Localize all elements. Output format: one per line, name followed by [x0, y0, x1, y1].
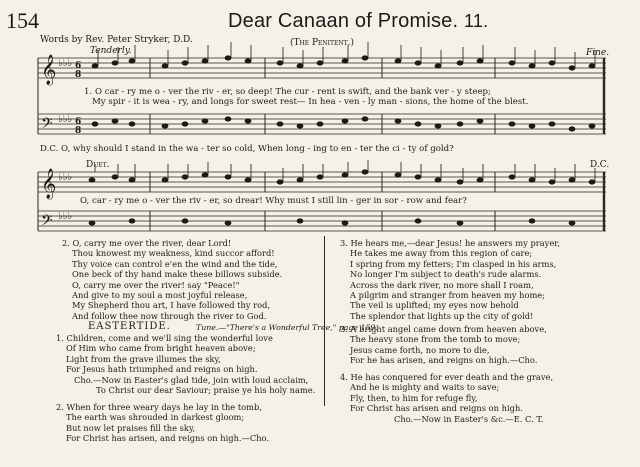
svg-text:♭♭♭: ♭♭♭ — [58, 114, 73, 125]
verse-marker: 1. — [84, 87, 93, 97]
verse-line: And he is mighty and waits to save; — [350, 382, 500, 393]
verse-line: I spring from my fetters; I'm clasped in his arms, — [350, 258, 557, 269]
verse-line: O, carry me over the river! say "Peace!" — [72, 279, 240, 290]
verse-line: The earth was shrouded in darkest gloom; — [66, 412, 245, 423]
eastertide-verse-4 — [340, 372, 553, 424]
verse-line: The heavy stone from the tomb to move; — [350, 334, 521, 345]
verse-line: For Christ has arisen and reigns on high. — [350, 403, 523, 414]
svg-text:8: 8 — [75, 70, 82, 80]
verse-line: 2. O, carry me over the river, dear Lord! — [62, 238, 232, 248]
tune-name: (The Penitent.) — [290, 38, 355, 48]
verse-line: No longer I'm subject to death's rude alarms. — [350, 269, 542, 280]
bass-clef-icon: 𝄢 — [41, 212, 53, 233]
verse-line: The splendor that lights up the city of gold! — [350, 310, 534, 321]
lyric-line-1 — [84, 87, 491, 97]
eastertide-heading: EASTERTIDE. — [88, 321, 171, 332]
eastertide-verse-2 — [56, 402, 269, 444]
svg-text:6: 6 — [75, 117, 82, 127]
verse-line: Of Him who came from bright heaven above; — [66, 343, 256, 354]
verse-3 — [340, 238, 560, 321]
verse-2 — [62, 238, 282, 321]
treble-clef-icon: 𝄞 — [41, 55, 57, 85]
verse-line: 1. Children, come and we'll sing the wonderful love — [56, 333, 273, 343]
verse-line: To Christ our dear Saviour; praise ye his holy name. — [96, 385, 316, 396]
verse-line: Cho.—Now in Easter's glad tide, join with loud acclaim, — [74, 374, 309, 385]
verse-line: One beck of thy hand make these billows subside. — [72, 269, 283, 280]
dc-marking: D.C. — [590, 160, 610, 170]
verse-line: Thy voice can control e'en the wind and the tide, — [72, 258, 278, 269]
verse-line: The veil is uplifted; my eyes now behold — [350, 300, 519, 311]
duet-marking: Duet. — [86, 160, 110, 170]
page-number: 154 — [6, 8, 39, 33]
svg-text:♭♭♭: ♭♭♭ — [58, 172, 73, 183]
treble-clef-icon: 𝄞 — [41, 169, 57, 199]
svg-text:8: 8 — [75, 126, 82, 136]
chorus-reference: Cho.—Now in Easter's &c.—E. C. T. — [394, 413, 544, 424]
eastertide-verse-3 — [340, 324, 547, 366]
verse-line: But now let praises fill the sky, — [66, 422, 196, 433]
eastertide-verse-1 — [56, 333, 315, 395]
verse-line: For Jesus hath triumphed and reigns on high. — [66, 364, 258, 375]
column-divider — [324, 236, 325, 406]
svg-text:♭♭♭: ♭♭♭ — [58, 58, 73, 69]
verse-line: 2. When for three weary days he lay in the tomb, — [56, 402, 262, 412]
lyric-line-system2: O, car - ry me o - ver the riv - er, so drear! Why must I still lin - ger in sor - row and fear? — [80, 196, 467, 206]
svg-text:6: 6 — [75, 61, 82, 71]
verse-line: 3. A bright angel came down from heaven above, — [340, 324, 547, 334]
verse-line: And follow thee now through the river to God. — [72, 310, 267, 321]
lyric-line-2: My spir - it is wea - ry, and longs for sweet rest— In hea - ven - ly man - sions, the home of the blest. — [92, 97, 529, 107]
hymn-number: 11. — [464, 11, 489, 31]
verse-line: For Christ has arisen, and reigns on high.—Cho. — [66, 433, 270, 444]
verse-line: He takes me away from this region of care; — [350, 248, 533, 259]
lyric-line-dc: D.C. O, why should I stand in the wa - ter so cold, When long - ing to en - ter the ci - ty of gold? — [40, 144, 454, 154]
title-text: Dear Canaan of Promise. — [228, 10, 459, 32]
verse-line: Across the dark river, no more shall I roam, — [350, 279, 534, 290]
lyric-text: O car - ry me o - ver the riv - er, so deep! The cur - rent is swift, and the bank ver - y steep; — [94, 87, 491, 97]
verse-line: Fly, then, to him for refuge fly, — [350, 392, 478, 403]
svg-text:♭♭♭: ♭♭♭ — [58, 211, 73, 222]
tune-reference: Tune.—"There's a Wonderful Tree," page 159. — [196, 323, 378, 332]
verse-line: Jesus came forth, no more to die, — [350, 344, 490, 355]
verse-line: Light from the grave illumes the sky, — [66, 353, 221, 364]
tempo-marking: Tenderly. — [90, 46, 132, 56]
verse-line: Thou knowest my weakness, kind succor afford! — [72, 248, 275, 259]
verse-line: 3. He hears me,—dear Jesus! he answers my prayer, — [340, 238, 560, 248]
fine-marking: Fine. — [586, 48, 610, 58]
words-by: Words by Rev. Peter Stryker, D.D. — [40, 35, 193, 45]
verse-line: My Shepherd thou art, I have followed thy rod, — [72, 300, 271, 311]
verse-line: A pilgrim and stranger from heaven my home; — [350, 290, 546, 301]
verse-line: And give to my soul a most joyful release, — [72, 290, 248, 301]
bass-clef-icon: 𝄢 — [41, 115, 53, 136]
verse-line: 4. He has conquered for ever death and the grave, — [340, 372, 554, 382]
verse-line: For he has arisen, and reigns on high.—Cho. — [350, 355, 538, 366]
